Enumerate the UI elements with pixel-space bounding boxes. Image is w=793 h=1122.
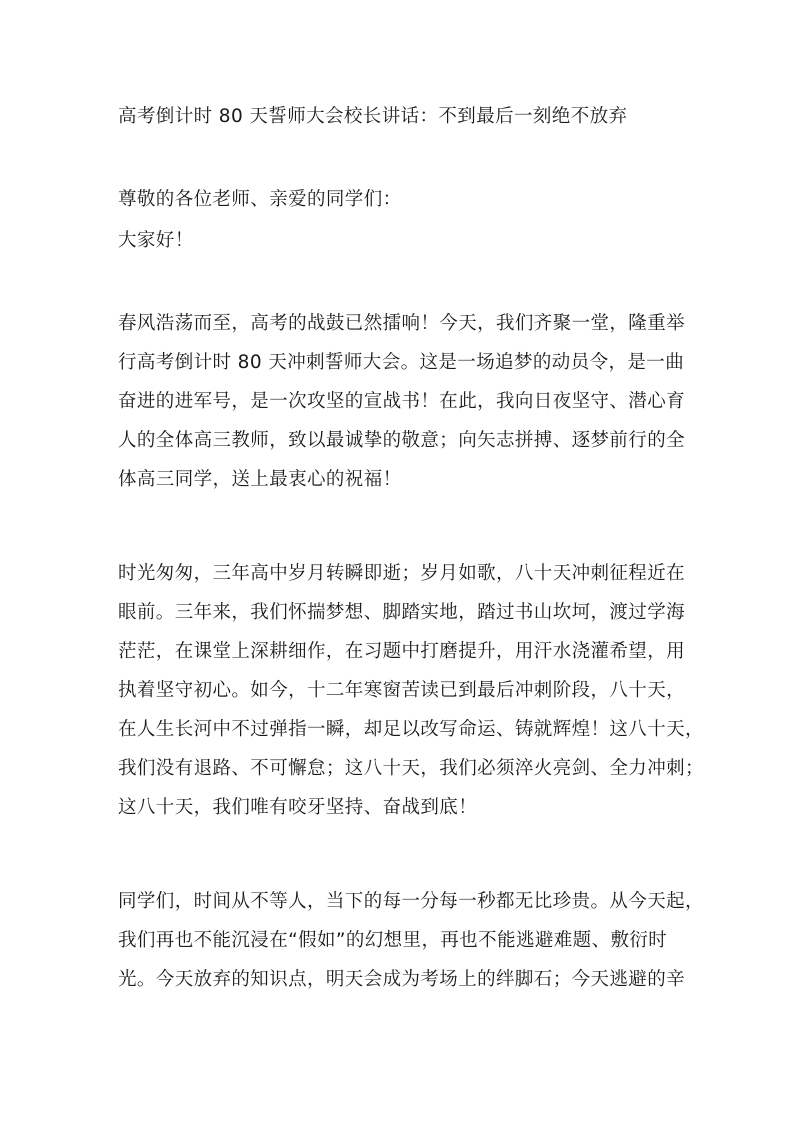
paragraph-line: 同学们，时间从不等人，当下的每一分每一秒都无比珍贵。从今天起，	[118, 891, 704, 912]
salutation: 尊敬的各位老师、亲爱的同学们：	[118, 189, 402, 210]
paragraph-line: 在人生长河中不过弹指一瞬，却足以改写命运、铸就辉煌！这八十天，	[118, 719, 704, 740]
paragraph-line: 眼前。三年来，我们怀揣梦想、脚踏实地，踏过书山坎坷，渡过学海	[118, 602, 686, 623]
paragraph-line: 时光匆匆，三年高中岁月转瞬即逝；岁月如歌，八十天冲刺征程近在	[118, 563, 686, 584]
paragraph-line: 奋进的进军号，是一次攻坚的宣战书！在此，我向日夜坚守、潜心育	[118, 391, 686, 412]
paragraph-line: 我们没有退路、不可懈怠；这八十天，我们必须淬火亮剑、全力冲刺；	[118, 758, 704, 779]
paragraph-line: 人的全体高三教师，致以最诚挚的敬意；向矢志拼搏、逐梦前行的全	[118, 430, 686, 451]
paragraph-line: 体高三同学，送上最衷心的祝福！	[118, 469, 402, 490]
paragraph-line: 春风浩荡而至，高考的战鼓已然擂响！今天，我们齐聚一堂，隆重举	[118, 313, 686, 334]
greeting: 大家好！	[118, 230, 194, 251]
paragraph-line: 我们再也不能沉浸在“假如”的幻想里，再也不能逃避难题、敷衍时	[118, 930, 668, 951]
paragraph-line: 茫茫，在课堂上深耕细作，在习题中打磨提升，用汗水浇灌希望，用	[118, 641, 686, 662]
paragraph-line: 行高考倒计时 80 天冲刺誓师大会。这是一场追梦的动员令，是一曲	[118, 352, 685, 373]
paragraph-line: 光。今天放弃的知识点，明天会成为考场上的绊脚石；今天逃避的辛	[118, 969, 686, 990]
paragraph-line: 执着坚守初心。如今，十二年寒窗苦读已到最后冲刺阶段，八十天，	[118, 680, 686, 701]
document-title: 高考倒计时 80 天誓师大会校长讲话：不到最后一刻绝不放弃	[118, 106, 628, 127]
paragraph-line: 这八十天，我们唯有咬牙坚持、奋战到底！	[118, 797, 478, 818]
